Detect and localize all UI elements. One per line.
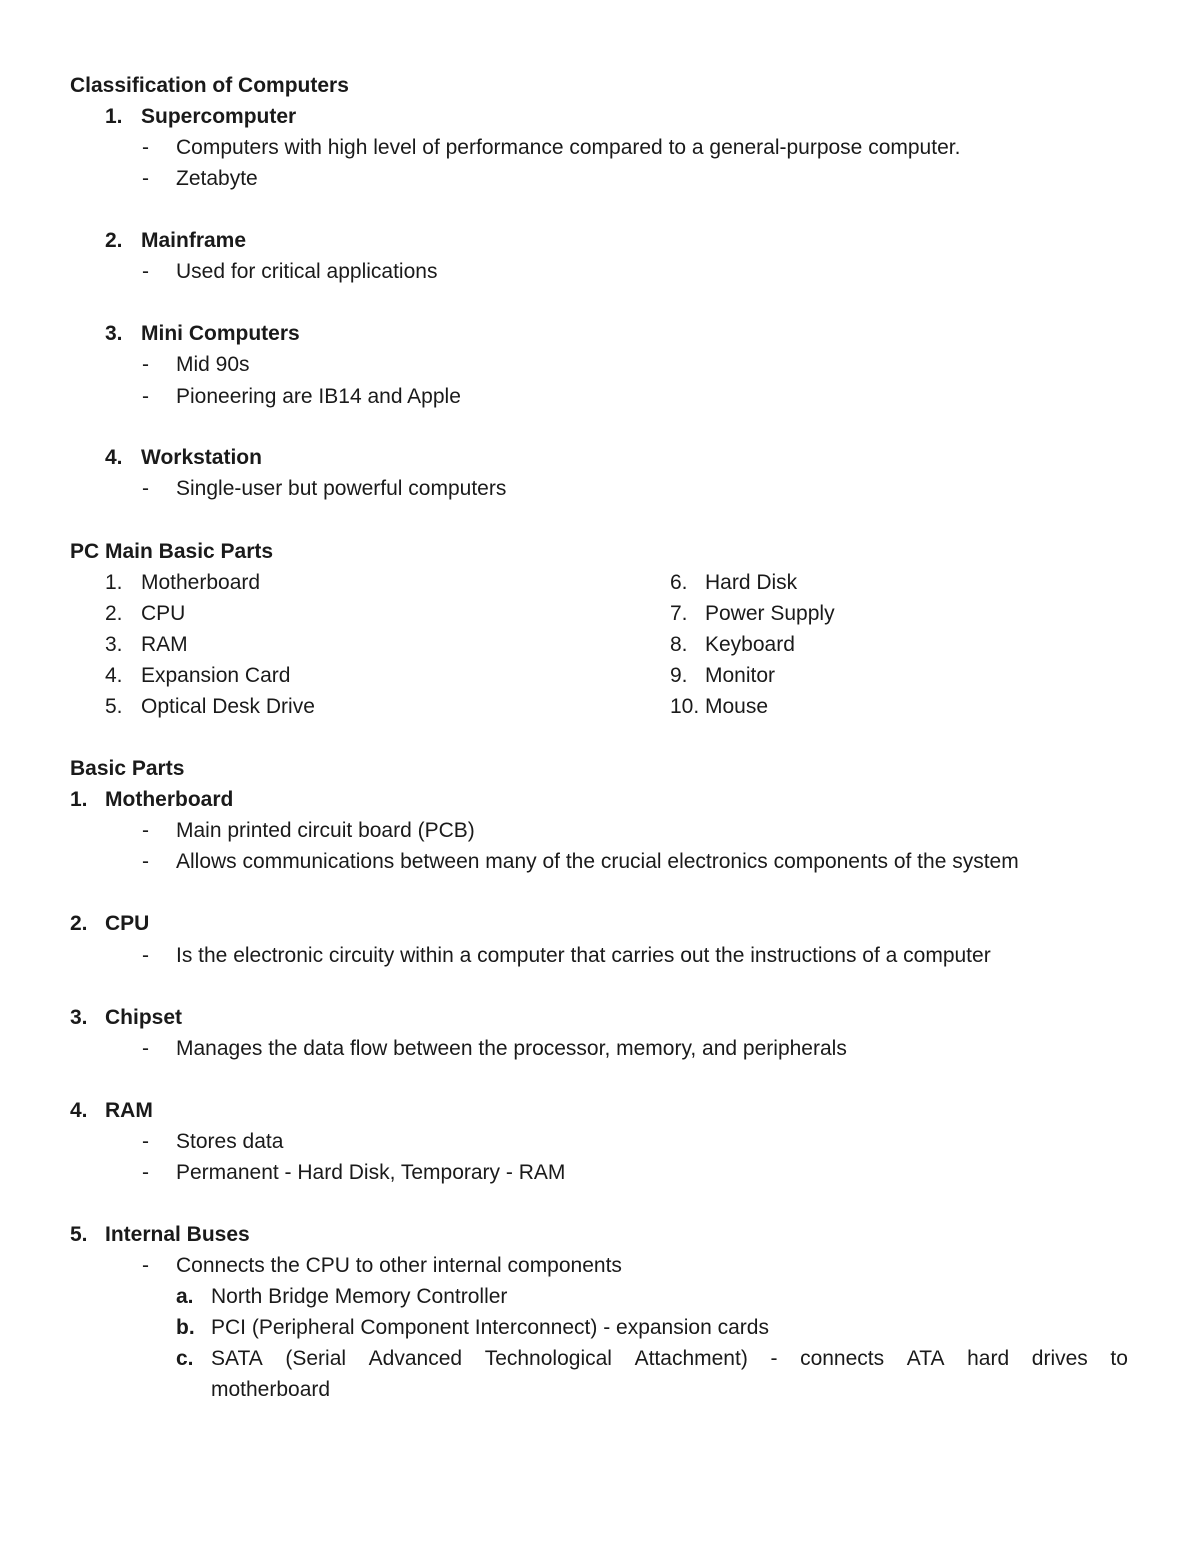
item-title-supercomputer: Supercomputer (141, 105, 297, 128)
justified-word: connects (800, 1347, 885, 1370)
sub-letter: a. (176, 1285, 194, 1308)
dash-bullet: - (142, 1037, 149, 1060)
bullet-text: Zetabyte (176, 167, 258, 190)
part-number: 7. (670, 602, 688, 625)
part-label: Expansion Card (141, 664, 291, 687)
bullet-text: Connects the CPU to other internal components (176, 1254, 622, 1277)
part-number: 9. (670, 664, 688, 687)
bullet-text: Computers with high level of performance compared to a general-purpose computer. (176, 136, 961, 159)
part-number: 1. (105, 571, 123, 594)
item-title-workstation: Workstation (141, 446, 262, 469)
sub-text-justified (211, 1343, 1128, 1374)
bullet-text: Mid 90s (176, 353, 250, 376)
justified-word: to (1110, 1347, 1128, 1370)
justified-word: - (770, 1347, 778, 1370)
item-title-internal-buses: Internal Buses (105, 1223, 250, 1246)
item-title-mainframe: Mainframe (141, 229, 247, 252)
bullet-text: Used for critical applications (176, 260, 438, 283)
dash-bullet: - (142, 353, 149, 376)
dash-bullet: - (142, 850, 149, 873)
dash-bullet: - (142, 477, 149, 500)
part-label: Mouse (705, 695, 769, 718)
justified-word: hard (967, 1347, 1010, 1370)
bullet-text: Pioneering are IB14 and Apple (176, 385, 461, 408)
justified-word: drives (1031, 1347, 1088, 1370)
bullet-text: Manages the data flow between the processor, memory, and peripherals (176, 1037, 847, 1060)
bullet-text: Is the electronic circuity within a computer that carries out the instructions of a computer (176, 944, 991, 967)
item-title-cpu: CPU (105, 912, 150, 935)
justified-word: Attachment) (634, 1347, 748, 1370)
part-label: CPU (141, 602, 186, 625)
sub-text-continuation: motherboard (211, 1378, 331, 1401)
bullet-text: Stores data (176, 1130, 284, 1153)
item-title-chipset: Chipset (105, 1006, 183, 1029)
item-title-motherboard: Motherboard (105, 788, 234, 811)
part-number: 5. (105, 695, 123, 718)
dash-bullet: - (142, 167, 149, 190)
bullet-text: Single-user but powerful computers (176, 477, 507, 500)
dash-bullet: - (142, 1161, 149, 1184)
item-title-mini-computers: Mini Computers (141, 322, 300, 345)
dash-bullet: - (142, 1130, 149, 1153)
sub-text: PCI (Peripheral Component Interconnect) - expansion cards (211, 1316, 769, 1339)
part-number: 2. (105, 602, 123, 625)
sub-letter: c. (176, 1347, 194, 1370)
part-label: Optical Desk Drive (141, 695, 315, 718)
dash-bullet: - (142, 260, 149, 283)
item-number: 3. (105, 322, 123, 345)
justified-word: ATA (906, 1347, 945, 1370)
part-label: Keyboard (705, 633, 795, 656)
justified-word: Technological (484, 1347, 612, 1370)
part-number: 8. (670, 633, 688, 656)
part-label: RAM (141, 633, 188, 656)
item-title-ram: RAM (105, 1099, 153, 1122)
justified-word: (Serial (285, 1347, 347, 1370)
dash-bullet: - (142, 136, 149, 159)
dash-bullet: - (142, 385, 149, 408)
item-number: 3. (70, 1006, 88, 1029)
dash-bullet: - (142, 944, 149, 967)
item-number: 4. (70, 1099, 88, 1122)
item-number: 2. (70, 912, 88, 935)
bullet-text: Permanent - Hard Disk, Temporary - RAM (176, 1161, 566, 1184)
section-heading-pc-parts: PC Main Basic Parts (70, 540, 274, 563)
part-number: 3. (105, 633, 123, 656)
item-number: 1. (105, 105, 123, 128)
item-number: 1. (70, 788, 88, 811)
item-number: 5. (70, 1223, 88, 1246)
section-heading-basic-parts: Basic Parts (70, 757, 185, 780)
section-heading-classification: Classification of Computers (70, 74, 349, 97)
dash-bullet: - (142, 1254, 149, 1277)
part-label: Power Supply (705, 602, 835, 625)
item-number: 4. (105, 446, 123, 469)
dash-bullet: - (142, 819, 149, 842)
sub-letter: b. (176, 1316, 195, 1339)
justified-word: Advanced (368, 1347, 463, 1370)
bullet-text: Main printed circuit board (PCB) (176, 819, 475, 842)
bullet-text: Allows communications between many of the crucial electronics components of the system (176, 850, 1019, 873)
part-number: 10. (670, 695, 700, 718)
part-label: Motherboard (141, 571, 261, 594)
part-number: 4. (105, 664, 123, 687)
part-label: Monitor (705, 664, 776, 687)
justified-word: SATA (211, 1347, 263, 1370)
part-number: 6. (670, 571, 688, 594)
part-label: Hard Disk (705, 571, 798, 594)
item-number: 2. (105, 229, 123, 252)
sub-text: North Bridge Memory Controller (211, 1285, 508, 1308)
